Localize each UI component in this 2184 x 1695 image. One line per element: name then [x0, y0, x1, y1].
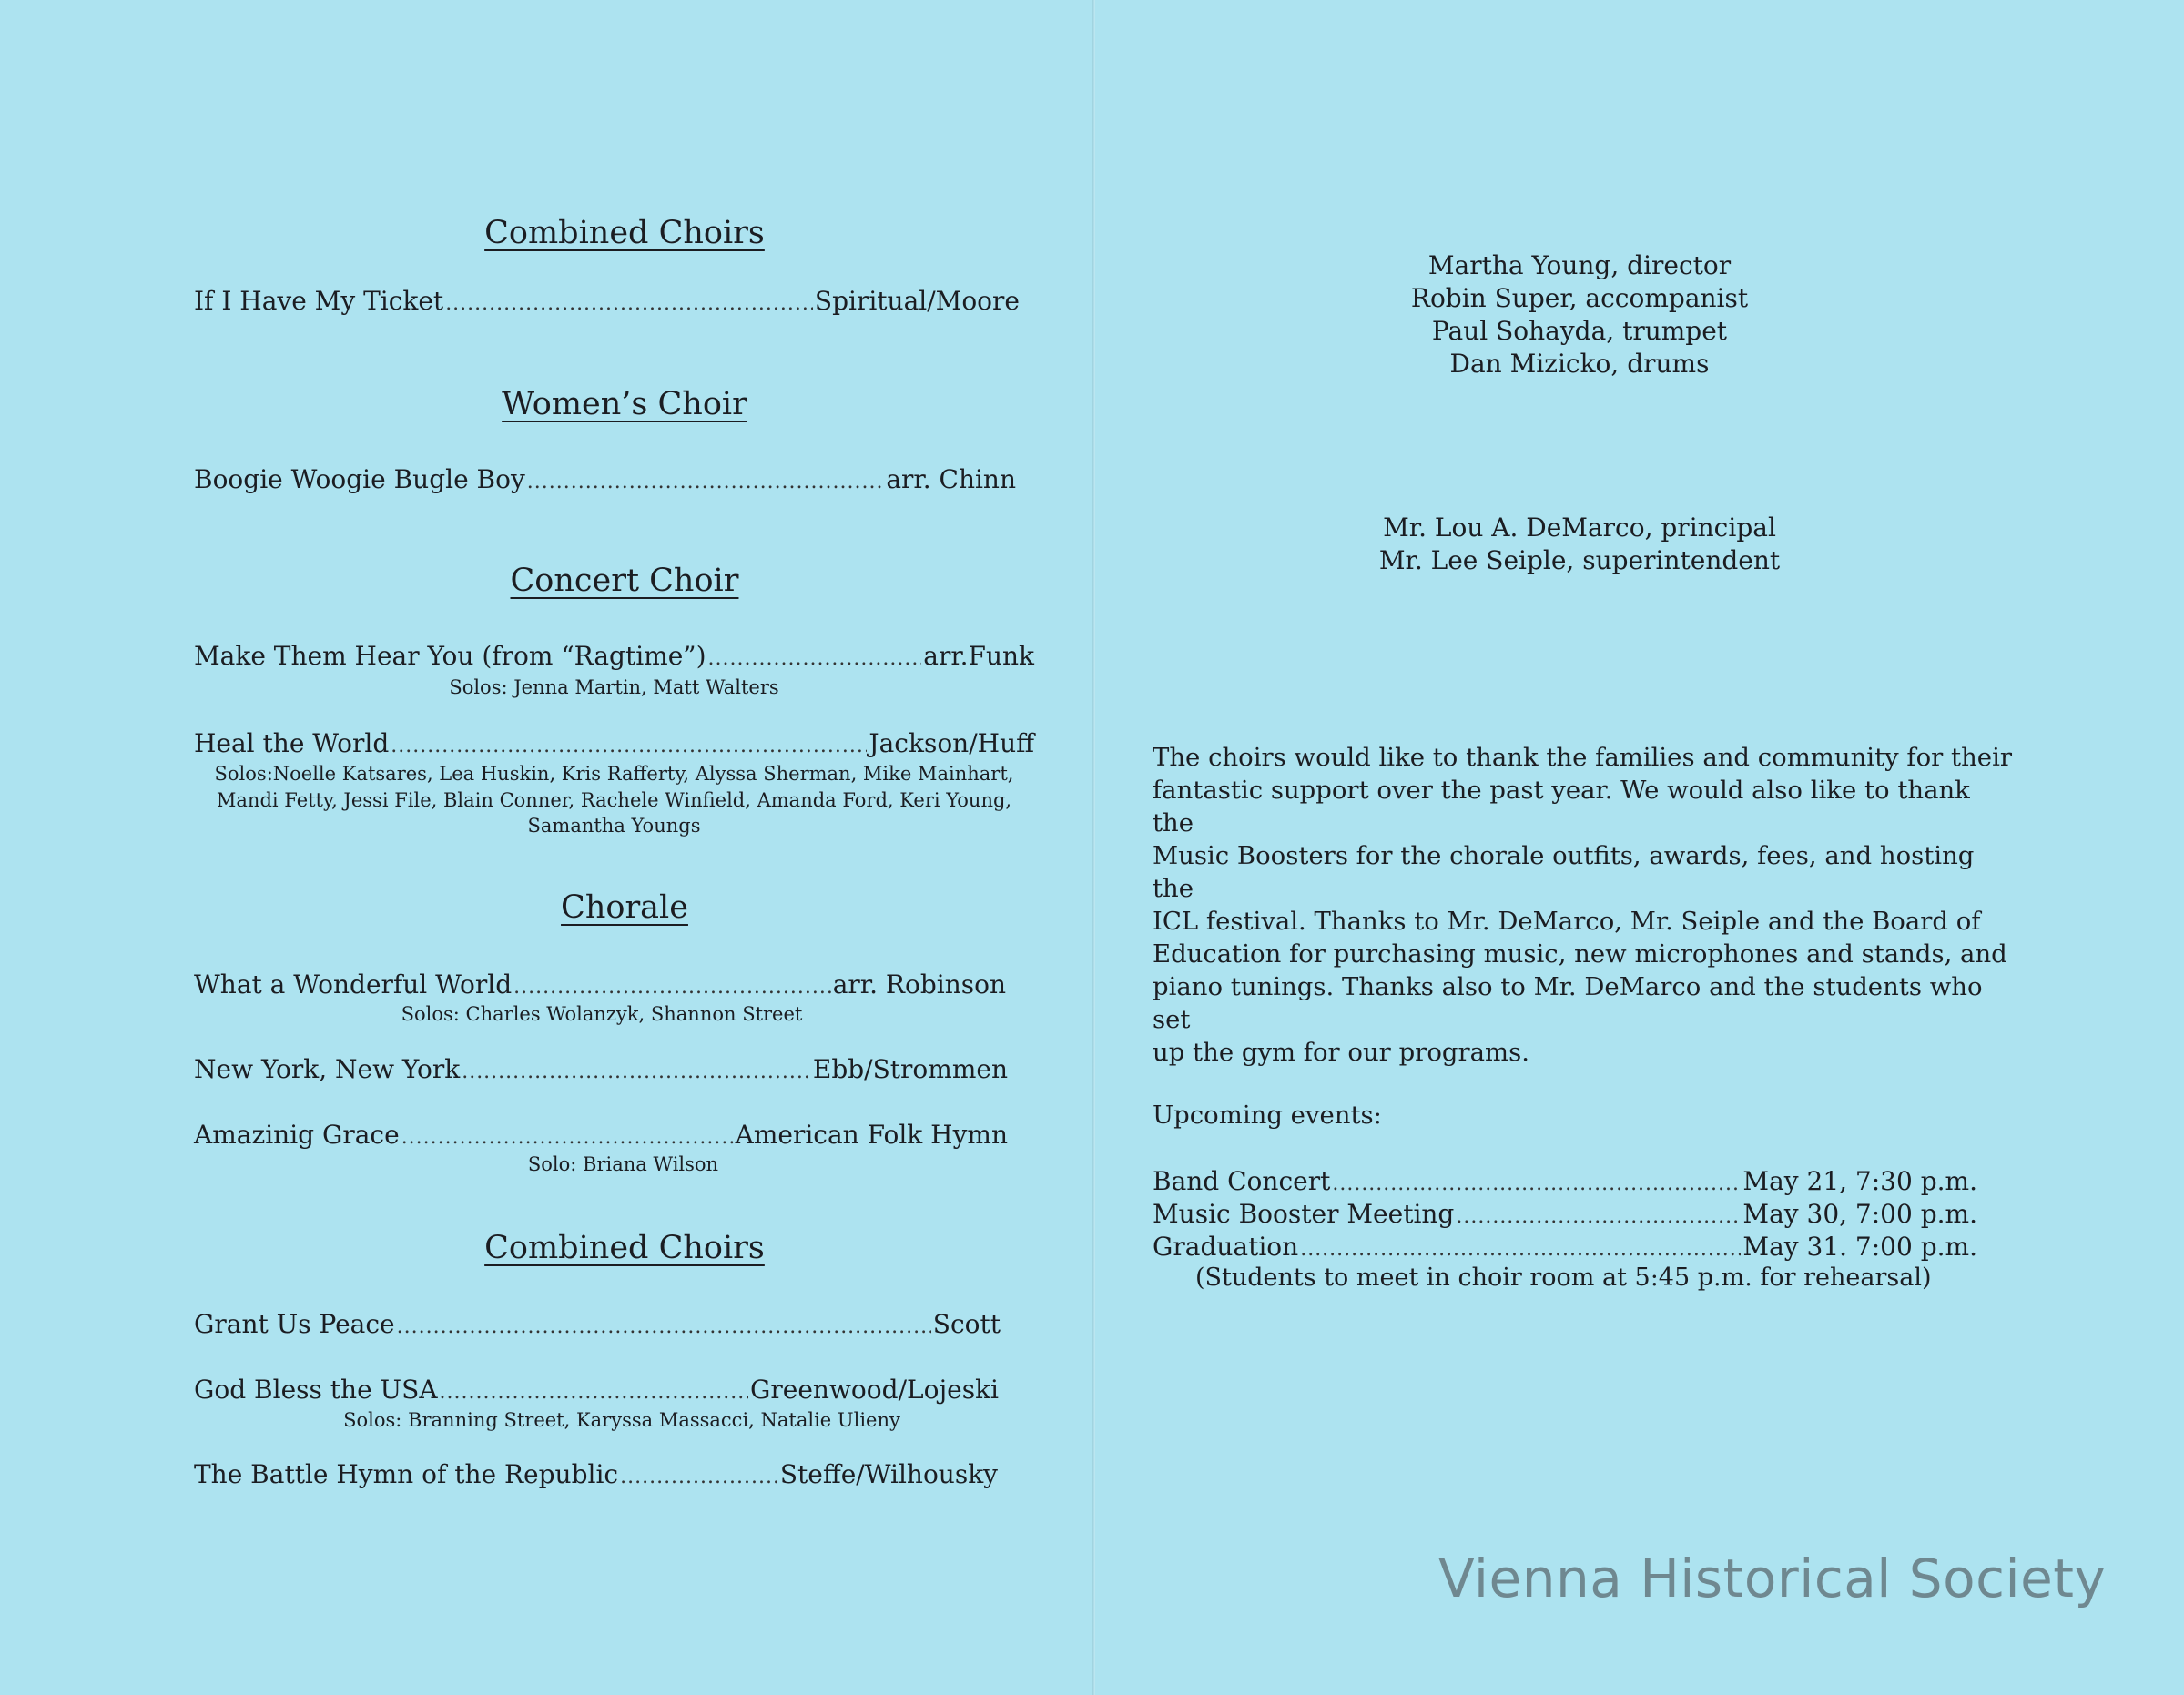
song-title: God Bless the USA — [194, 1375, 438, 1405]
dot-leader — [401, 1126, 734, 1149]
soloists-line: Mandi Fetty, Jessi File, Blain Conner, Rachele Winfield, Amanda Ford, Keri Young, — [216, 789, 1012, 811]
thank-you-paragraph — [1153, 741, 2017, 1069]
song-title: Amazinig Grace — [194, 1120, 400, 1150]
program-entry — [194, 1375, 999, 1405]
song-credit: arr. Robinson — [832, 969, 1006, 1000]
soloists: Solos: Branning Street, Karyssa Massacci, Natalie Ulieny — [343, 1409, 900, 1431]
song-title: The Battle Hymn of the Republic — [194, 1459, 619, 1489]
program-entry — [194, 728, 1034, 758]
thanks-line: Music Boosters for the chorale outfits, awards, fees, and hosting the — [1153, 841, 1975, 903]
watermark: Vienna Historical Society — [1438, 1548, 2107, 1609]
song-credit: Steffe/Wilhousky — [779, 1459, 998, 1489]
section-heading-combined-choirs-finale: Combined Choirs — [484, 1230, 765, 1266]
dot-leader — [1300, 1238, 1741, 1261]
section-heading-concert-choir: Concert Choir — [510, 563, 739, 599]
event-name: Band Concert — [1153, 1166, 1331, 1196]
soloists-line: Solos:Noelle Katsares, Lea Huskin, Kris Rafferty, Alyssa Sherman, Mike Mainhart, — [214, 763, 1014, 785]
song-title: Boogie Woogie Bugle Boy — [194, 464, 525, 494]
dot-leader — [1456, 1205, 1741, 1228]
thanks-line: up the gym for our programs. — [1153, 1038, 1529, 1067]
song-title: Make Them Hear You (from “Ragtime”) — [194, 641, 706, 671]
program-entry — [194, 969, 1006, 1000]
song-credit: Jackson/Huff — [869, 728, 1034, 758]
event-name: Music Booster Meeting — [1153, 1199, 1455, 1229]
song-credit: Scott — [932, 1309, 1001, 1339]
dot-leader — [397, 1315, 931, 1338]
dot-leader — [513, 976, 831, 999]
program-entry — [194, 464, 1016, 494]
soloists: Solos: Jenna Martin, Matt Walters — [449, 676, 779, 698]
song-title: What a Wonderful World — [194, 969, 513, 1000]
program-entry — [194, 1054, 1008, 1084]
soloists-line: Samantha Youngs — [527, 815, 701, 837]
staff-credits — [1320, 249, 1839, 381]
dot-leader — [462, 1061, 811, 1083]
song-credit: Greenwood/Lojeski — [750, 1375, 999, 1405]
staff-trumpet: Paul Sohayda, trumpet — [1431, 316, 1728, 346]
section-heading-chorale: Chorale — [561, 889, 688, 926]
principal: Mr. Lou A. DeMarco, principal — [1383, 513, 1776, 543]
soloists: Solos: Charles Wolanzyk, Shannon Street — [401, 1003, 803, 1025]
thanks-line: The choirs would like to thank the families and community for their — [1153, 743, 2013, 772]
dot-leader — [391, 735, 867, 757]
event-time: May 31. 7:00 p.m. — [1742, 1232, 1977, 1262]
program-entry — [194, 1120, 1008, 1150]
thanks-line: piano tunings. Thanks also to Mr. DeMarco and the students who set — [1153, 972, 1983, 1034]
song-title: If I Have My Ticket — [194, 286, 444, 316]
event-entry — [1153, 1199, 1977, 1229]
administration-credits — [1320, 512, 1839, 577]
event-entry — [1153, 1166, 1977, 1196]
thanks-line: Education for purchasing music, new microphones and stands, and — [1153, 939, 2007, 969]
section-heading-womens-choir: Women’s Choir — [502, 386, 747, 422]
dot-leader — [1332, 1172, 1741, 1195]
program-entry — [194, 1459, 998, 1489]
song-credit: American Folk Hymn — [735, 1120, 1008, 1150]
soloists: Solo: Briana Wilson — [527, 1153, 719, 1175]
dot-leader — [708, 647, 922, 670]
song-title: New York, New York — [194, 1054, 461, 1084]
song-credit: arr.Funk — [923, 641, 1034, 671]
dot-leader — [440, 1381, 748, 1404]
program-entry — [194, 641, 1034, 671]
upcoming-events-title: Upcoming events: — [1153, 1101, 1382, 1130]
program-entry — [194, 1309, 1001, 1339]
dot-leader — [527, 471, 885, 493]
staff-drums: Dan Mizicko, drums — [1449, 349, 1710, 379]
section-heading-combined-choirs: Combined Choirs — [484, 215, 765, 251]
event-name: Graduation — [1153, 1232, 1299, 1262]
song-title: Heal the World — [194, 728, 390, 758]
program-entry — [194, 286, 1020, 316]
song-title: Grant Us Peace — [194, 1309, 395, 1339]
thanks-line: fantastic support over the past year. We would also like to thank the — [1153, 776, 1970, 837]
dot-leader — [445, 292, 813, 315]
superintendent: Mr. Lee Seiple, superintendent — [1378, 545, 1781, 575]
thanks-line: ICL festival. Thanks to Mr. DeMarco, Mr. Seiple and the Board of — [1153, 907, 1981, 936]
event-note: (Students to meet in choir room at 5:45 p.m. for rehearsal) — [1195, 1264, 1932, 1292]
staff-accompanist: Robin Super, accompanist — [1410, 283, 1749, 313]
song-credit: Ebb/Strommen — [812, 1054, 1008, 1084]
event-time: May 21, 7:30 p.m. — [1742, 1166, 1977, 1196]
song-credit: Spiritual/Moore — [814, 286, 1020, 316]
song-credit: arr. Chinn — [886, 464, 1016, 494]
dot-leader — [620, 1466, 778, 1488]
event-entry — [1153, 1232, 1977, 1262]
staff-director: Martha Young, director — [1427, 250, 1732, 280]
event-time: May 30, 7:00 p.m. — [1742, 1199, 1977, 1229]
